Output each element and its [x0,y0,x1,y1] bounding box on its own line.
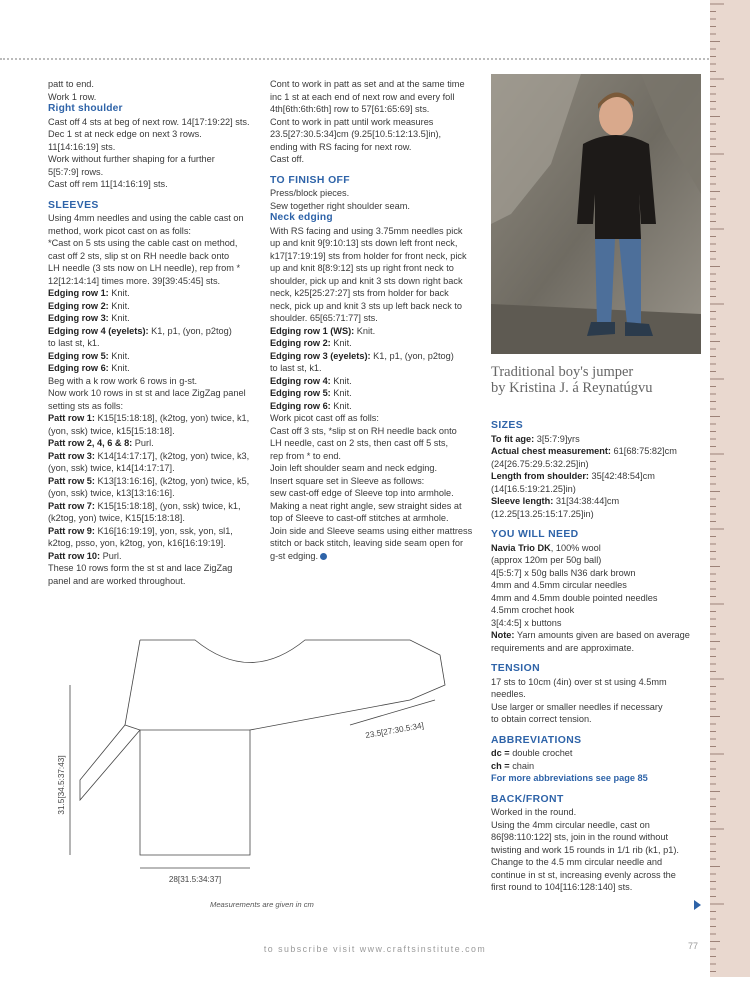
sizes-heading: SIZES [491,420,524,431]
edging-row-label: Edging row 6: [48,363,109,373]
spacer [491,785,706,794]
page-number: 77 [688,941,699,951]
right-shoulder-line: Cast off 4 sts at beg of next row. 14[17:19:22] sts. [48,116,250,127]
sleeves-line: cast off 2 sts, slip st on RH needle back onto [48,250,230,261]
size-item [491,495,706,508]
patt-row [48,525,268,538]
top-dotted-rule [0,58,712,60]
sleeve-cont-line: Cont to work in patt until work measures [270,116,434,127]
finish-text: Join left shoulder seam and neck edging. [270,463,438,473]
sleeves-line: *Cast on 5 sts using the cable cast on method, [48,238,238,248]
patt-row [48,450,268,463]
finish-text: Insert square set in Sleeve as follows: [270,475,425,486]
neck-edging-row-text: Knit. [354,325,376,336]
patt-row-text: K15[15:18:18], (k2tog, yon) twice, k1, [94,413,250,423]
sleeve-cont-line: 4th[6th:6th:6th] row to 57[61:65:69] sts. [270,104,430,114]
tension-line: needles. [491,689,526,699]
neck-edging-row-text: Knit. [330,375,352,386]
size-item-text: 31[34:38:44]cm [553,496,620,506]
finish-text: stitch or back stitch, leaving side seam open for [270,538,464,548]
sleeve-cont-line: ending with RS facing for next row. [270,141,412,152]
sleeve-cont-line: Cont to work in patt as set and at the same time [270,79,465,89]
size-item [491,433,706,446]
edging-row [48,350,268,363]
photo-caption [491,364,706,396]
sleeves-line: setting sts as folls: [48,400,124,411]
finish-heading: TO FINISH OFF [270,174,351,186]
edging-row-text: Knit. [108,363,130,373]
patt-row [48,550,268,563]
measuring-ruler [710,0,750,977]
spacer [491,654,706,663]
edging-row [48,312,268,325]
spacer [48,191,268,200]
patt-row [48,500,268,513]
finish-line [270,487,485,500]
finish-line: Sew together right shoulder seam. [270,200,410,211]
height-label: 31.5[34.5:37:43] [57,755,66,815]
sleeves-line: These 10 rows form the st st and lace ZigZag [48,563,233,573]
patt-row-text: K13[13:16:16], (k2tog, yon) twice, k5, [94,475,250,486]
patt-row-label: Patt row 5: [48,475,95,486]
abbreviation-item-label: dc = [491,748,510,758]
footer-url: to subscribe visit www.craftsinstitute.com [263,944,487,954]
schematic-outline [80,640,445,855]
caption-line-2: by Kristina J. á Reynatúgvu [491,380,653,396]
neck-line: neck, pick up and knit 3 sts up left back neck to [270,300,463,311]
patt-row-cont: (yon, ssk) twice, k13[13:16:16]. [48,488,175,498]
you-will-need-heading: YOU WILL NEED [491,529,579,540]
finish-line [270,462,485,475]
edging-row-label: Edging row 4 (eyelets): [48,325,149,336]
neck-edging-row-label: Edging row 1 (WS): [270,325,355,336]
finish-text: LH needle, cast on 2 sts, then cast off 5 sts, [270,438,449,448]
continue-arrow-icon [694,900,701,910]
boy-photo [491,74,701,354]
edging-row-text: Knit. [108,313,130,323]
sweater-schematic [50,630,490,905]
edging-row [48,300,268,313]
ruler-ticks [710,0,750,977]
neck-line: With RS facing and using 3.75mm needles pick [270,225,463,236]
patt-row-text: K15[15:18:18], (yon, ssk) twice, k1, [94,500,241,511]
yarn-text: , 100% wool [550,542,601,553]
patt-row-cont: k2tog, psso, yon, k2tog, yon, k16[16:19:19]. [48,538,226,548]
neck-edging-row-text: Knit. [330,400,352,411]
edging-row-label: Edging row 1: [48,288,109,298]
patt-row-text: K16[16:19:19], yon, ssk, yon, sl1, [94,525,233,536]
patt-row [48,437,268,450]
finish-line [270,450,485,463]
neck-edging-row [270,375,485,388]
edging-row-cont: to last st, k1. [48,338,100,348]
size-item [491,470,706,483]
neck-edging-row-label: Edging row 5: [270,388,331,398]
need-line: 4mm and 4.5mm double pointed needles [491,592,658,603]
column-2 [270,78,485,562]
finish-text: top of Sleeve to cast-off stitches at armhole. [270,513,449,523]
finish-text: Work picot cast off as folls: [270,413,379,423]
tension-line: 17 sts to 10cm (4in) over st st using 4.5mm [491,676,667,687]
back-front-line: first round to 104[116:128:140] sts. [491,882,633,892]
sleeves-line: Beg with a k row work 6 rows in g-st. [48,375,198,386]
finish-text: Cast off 3 sts, *slip st on RH needle back onto [270,425,457,436]
note-label: Note: [491,630,515,640]
note-text: Yarn amounts given are based on average [514,630,690,640]
edging-row [48,362,268,375]
patt-row-text: K14[14:17:17], (k2tog, yon) twice, k3, [94,450,250,461]
schematic-armhole [125,640,140,725]
neck-edging-heading: Neck edging [270,212,333,223]
need-line: 4[5:5:7] x 50g balls N36 dark brown [491,567,636,578]
patt-row-cont: (k2tog, yon) twice, K15[15:18:18]. [48,513,185,523]
note-line [491,629,706,642]
neck-edging-row-text: K1, p1, (yon, p2tog) [370,350,454,361]
spacer [270,166,485,175]
edging-row-label: Edging row 5: [48,350,109,361]
tension-heading: TENSION [491,663,540,674]
neck-edging-row-label: Edging row 4: [270,375,331,386]
caption-line-1: Traditional boy's jumper [491,364,634,380]
abbreviations-heading: ABBREVIATIONS [491,734,582,746]
abbreviation-item-text: double crochet [509,748,573,758]
right-shoulder-line: Cast off rem 11[14:16:19] sts. [48,179,168,189]
sleeve-length-label: 23.5[27:30.5:34] [364,720,425,741]
edging-row-text: K1, p1, (yon, p2tog) [148,325,232,336]
finish-line: Press/block pieces. [270,188,350,198]
patt-row-cont: (yon, ssk) twice, k14[14:17:17]. [48,463,175,473]
need-line: 4.5mm crochet hook [491,605,575,615]
back-front-line: Worked in the round. [491,807,577,817]
sleeves-heading: SLEEVES [48,199,99,211]
edging-row-label: Edging row 2: [48,300,109,311]
patt-row [48,412,268,425]
neck-edging-row-text: Knit. [330,338,352,348]
size-item-text: 3[5:7:9]yrs [534,433,580,444]
right-shoulder-heading: Right shoulder [48,103,123,114]
intro-line: patt to end. [48,79,94,89]
width-label: 28[31.5:34:37] [168,875,222,884]
edging-row-text: Knit. [108,288,130,298]
photo-illustration [491,74,701,354]
size-item-text: 35[42:48:54]cm [589,471,655,481]
patt-row-text: Purl. [100,550,122,561]
intro-line: Work 1 row. [48,91,97,102]
back-front-line: twisting and work 15 rounds in 1/1 rib (k1, p1). [491,844,679,855]
column-1 [48,78,268,587]
size-item-cont: (14[16.5:19:21.25]in) [491,483,576,494]
neck-edging-row-cont: to last st, k1. [270,363,322,373]
sleeves-line: Now work 10 rows in st st and lace ZigZag panel [48,388,246,398]
sleeves-line: 12[12:14:14] times more. 39[39:45:45] sts. [48,275,221,286]
back-front-line: continue in st st, increasing evenly across the [491,869,676,880]
sleeve-cont-line: inc 1 st at each end of next row and every foll [270,91,455,102]
right-shoulder-line: Work without further shaping for a further [48,154,215,164]
finish-line [270,550,485,563]
end-dot-icon [320,553,327,560]
finish-line [270,412,485,425]
sleeves-line: Using 4mm needles and using the cable cast on [48,213,244,223]
neck-edging-row [270,400,485,413]
back-front-line: 86[98:110:122] sts, join in the round without [491,832,669,842]
size-item-label: To fit age: [491,433,535,444]
finish-line [270,525,485,538]
edging-row [48,287,268,300]
finish-line [270,437,485,450]
note-cont: requirements and are approximate. [491,642,634,653]
neck-edging-row [270,325,485,338]
edging-row-label: Edging row 3: [48,313,109,323]
finish-text: Join side and Sleeve seams using either mattress [270,525,473,536]
more-abbreviations-link: For more abbreviations see page 85 [491,773,648,783]
back-front-line: Using the 4mm circular needle, cast on [491,819,650,830]
tension-line: Use larger or smaller needles if necessary [491,701,663,712]
finish-text: Making a neat right angle, sew straight sides at [270,500,462,511]
tension-line: to obtain correct tension. [491,714,592,724]
right-shoulder-line: Dec 1 st at neck edge on next 3 rows. [48,129,202,139]
size-item-label: Actual chest measurement: [491,446,611,456]
measurements-note: Measurements are given in cm [210,900,314,909]
size-item [491,445,706,458]
abbreviation-item-text: chain [509,760,535,771]
size-item-label: Length from shoulder: [491,471,589,481]
right-shoulder-line: 11[14:16:19] sts. [48,141,116,152]
size-item-cont: (12.25[13.25:15:17.25]in) [491,508,594,519]
edging-row-text: Knit. [108,350,130,361]
neck-edging-row [270,387,485,400]
right-shoulder-line: 5[5:7:9] rows. [48,166,104,177]
patt-row-label: Patt row 2, 4, 6 & 8: [48,438,133,448]
neck-line: shoulder, pick up and knit 3 sts down right back [270,275,463,286]
size-item-text: 61[68:75:82]cm [611,446,677,456]
neck-line: neck, k25[25:27:27] sts from holder for back [270,288,449,298]
need-line: 4mm and 4.5mm circular needles [491,580,627,590]
sleeve-cont-line: 23.5[27:30.5:34]cm (9.25[10.5:12:13.5]in), [270,129,442,139]
finish-line [270,475,485,488]
neck-line: up and knit 8[8:9:12] sts up right front neck to [270,263,454,273]
patt-row-label: Patt row 10: [48,550,101,561]
yarn-label: Navia Trio DK [491,542,551,553]
patt-row-cont: (yon, ssk) twice, k15[15:18:18]. [48,425,175,436]
neck-edging-row [270,350,485,363]
abbreviation-item [491,760,706,773]
yarn-line [491,542,706,555]
sleeves-line: panel and are worked throughout. [48,575,186,586]
size-item-label: Sleeve length: [491,496,554,506]
patt-row-label: Patt row 1: [48,413,95,423]
column-3 [491,420,706,894]
neck-line: up and knit 9[9:10:13] sts down left front neck, [270,238,458,248]
need-line: (approx 120m per 50g ball) [491,555,602,565]
neck-edging-row-label: Edging row 2: [270,338,331,348]
abbreviation-item [491,747,706,760]
neck-edging-row [270,337,485,350]
neck-edging-row-text: Knit. [330,388,352,398]
edging-row [48,325,268,338]
abbreviation-item-label: ch = [491,760,510,771]
edging-row-text: Knit. [108,300,130,311]
sleeves-line: LH needle (3 sts now on LH needle), rep from * [48,263,241,273]
finish-text: g-st edging. [270,550,319,561]
neck-edging-row-label: Edging row 6: [270,400,331,411]
sleeves-line: method, work picot cast on as folls: [48,225,191,236]
patt-row-label: Patt row 3: [48,450,95,461]
finish-line [270,500,485,513]
spacer [491,726,706,735]
patt-row-text: Purl. [132,438,154,448]
finish-line [270,537,485,550]
patt-row-label: Patt row 9: [48,525,95,536]
neck-edging-row-label: Edging row 3 (eyelets): [270,350,371,361]
patt-row-label: Patt row 7: [48,500,95,511]
neck-line: k17[17:19:19] sts from holder for front neck, pick [270,250,467,261]
size-item-cont: (24[26.75:29.5:32.25]in) [491,458,589,469]
finish-line [270,425,485,438]
need-line: 3[4:4:5] x buttons [491,617,562,628]
finish-line [270,512,485,525]
sleeve-cont-line: Cast off. [270,154,305,164]
finish-text: rep from * to end. [270,450,341,461]
back-front-line: Change to the 4.5 mm circular needle and [491,857,663,867]
finish-text: sew cast-off edge of Sleeve top into armhole. [270,488,454,498]
neck-line: shoulder. 65[65:71:77] sts. [270,313,378,323]
back-front-heading: BACK/FRONT [491,793,564,805]
patt-row [48,475,268,488]
spacer [491,520,706,529]
